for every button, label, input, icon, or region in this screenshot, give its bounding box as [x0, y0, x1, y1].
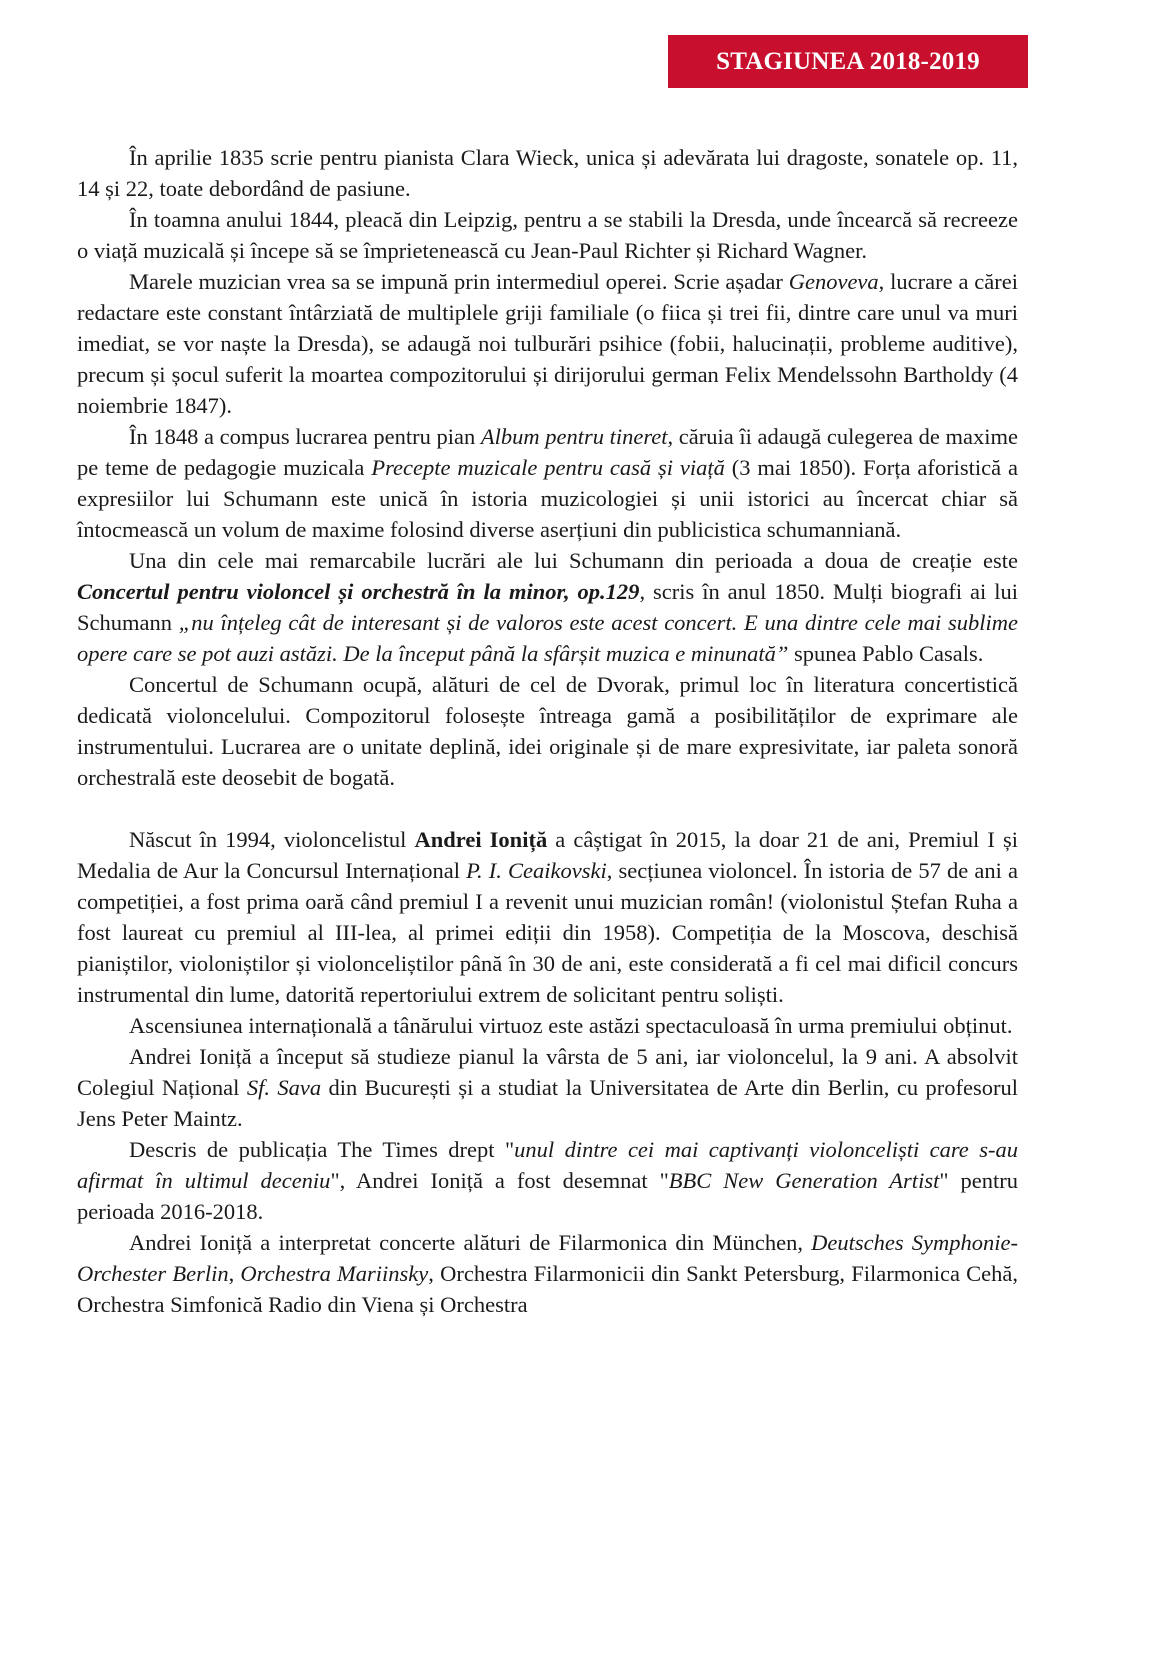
paragraph-studii: Andrei Ioniță a început să studieze pianul la vârsta de 5 ani, iar violoncelul, la 9 ani. A absolvit Colegiul Național Sf. Sava din București și a studiat la Universitatea de Arte din Berlin, cu profesorul Jens Peter Maintz. — [77, 1044, 1018, 1131]
title-genoveva: Genoveva — [788, 269, 879, 294]
paragraph-genoveva: Marele muzician vrea sa se impună prin intermediul operei. Scrie așadar Genoveva, lucrare a cărei redactare este constant întârziată de multiplele griji familiale (o fiica și trei fii, dintre care unul va muri imediat, se vor naște la Dresda), se adaugă noi tulburări psihice (fobii, halucinații, probleme auditive), precum și șocul suferit la moartea compozitorului și dirijorului german Felix Mendelssohn Bartholdy (4 noiembrie 1847). — [77, 269, 1018, 418]
title-sf-sava: Sf. Sava — [246, 1075, 322, 1100]
paragraph-clara-wieck: În aprilie 1835 scrie pentru pianista Clara Wieck, unica și adevărata lui dragoste, sonatele op. 11, 14 și 22, toate debordând de pasiune. — [77, 145, 1018, 201]
paragraph-album-tineret: În 1848 a compus lucrarea pentru pian Album pentru tineret, căruia îi adaugă culegerea de maxime pe teme de pedagogie muzicala Precepte muzicale pentru casă și viață (3 mai 1850). Forța aforistică a expresiilor lui Schumann este unică în istoria muzicologiei și unii istorici au încercat chiar să întocmească un volum de maxime folosind diverse aserțiuni din publicistica schumanniană. — [77, 424, 1019, 542]
paragraph-dvorak: Concertul de Schumann ocupă, alături de cel de Dvorak, primul loc în literatura concertistică dedicată violoncelului. Compozitorul folosește întreaga gamă a posibilităților de exprimare ale instrumentului. Lucrarea are o unitate deplină, idei originale și de mare expresivitate, iar paleta sonoră orchestrală este deosebit de bogată. — [77, 672, 1018, 790]
paragraph-ascensiune: Ascensiunea internațională a tânărului virtuoz este astăzi spectaculoasă în urma premiului obținut. — [129, 1013, 1013, 1038]
title-concertul-op129: Concertul pentru violoncel și orchestră în la minor, op.129 — [77, 579, 640, 604]
title-album-tineret: Album pentru tineret — [480, 424, 668, 449]
paragraph-concert-violoncel: Una din cele mai remarcabile lucrări ale lui Schumann din perioada a doua de creație este Concertul pentru violoncel și orchestră în la minor, op.129, scris în anul 1850. Mulți biografi ai lui Schumann „nu înțeleg cât de interesant și de valoros este acest concert. E una dintre cele mai sublime opere care se pot auzi astăzi. De la început până la sfârșit muzica e minunată” spunea Pablo Casals. — [77, 548, 1018, 666]
title-precepte: Precepte muzicale pentru casă și viață — [371, 455, 725, 480]
quote-the-times: unul dintre cei mai captivanți violonceliști care s-au afirmat în ultimul deceniu — [77, 1137, 1018, 1193]
title-mariinsky: Orchestra Mariinsky — [240, 1261, 429, 1286]
name-andrei-ionita: Andrei Ioniță — [414, 827, 548, 852]
season-banner-label: STAGIUNEA 2018-2019 — [716, 47, 980, 75]
paragraph-the-times: Descris de publicația The Times drept "unul dintre cei mai captivanți violonceliști care s-au afirmat în ultimul deceniu", Andrei Ioniță a fost desemnat "BBC New Generation Artist" pentru perioada 2016-2018. — [77, 1137, 1018, 1224]
title-bbc-artist: BBC New Generation Artist — [668, 1168, 940, 1193]
paragraph-dresda: În toamna anului 1844, pleacă din Leipzig, pentru a se stabili la Dresda, unde încearcă să recreeze o viață muzicală și începe să se împrietenească cu Jean-Paul Richter și Richard Wagner. — [77, 207, 1018, 263]
paragraph-andrei-ionita-bio: Născut în 1994, violoncelistul Andrei Ioniță a câștigat în 2015, la doar 21 de ani, Premiul I și Medalia de Aur la Concursul Internațional P. I. Ceaikovski, secțiunea violoncel. În istoria de 57 de ani a competiției, a fost prima oară când premiul I a revenit unui muzician român! (violonistul Ștefan Ruha a fost laureat cu premiul al III-lea, al primei ediții din 1958). Competiția de la Moscova, deschisă pianiștilor, violoniștilor și violonceliștilor până în 30 de ani, este considerată a fi cel mai dificil concurs instrumental din lume, datorită repertoriului extrem de solicitant pentru soliști. — [77, 827, 1019, 1007]
paragraph-orchestre: Andrei Ioniță a interpretat concerte alături de Filarmonica din München, Deutsches Symphonie-Orchester Berlin, Orchestra Mariinsky, Orchestra Filarmonicii din Sankt Petersburg, Filarmonica Cehă, Orchestra Simfonică Radio din Viena și Orchestra — [77, 1230, 1019, 1317]
article-body — [77, 142, 1018, 1320]
season-banner — [668, 35, 1028, 88]
title-ceaikovski: P. I. Ceaikovski — [466, 858, 607, 883]
title-deutsches-symphonie: Deutsches Symphonie-Orchester Berlin — [77, 1230, 1018, 1286]
quote-casals: „nu înțeleg cât de interesant și de valoros este acest concert. E una dintre cele mai sublime opere care se pot auzi astăzi. De la început până la sfârșit muzica e minunată” — [77, 610, 1018, 666]
